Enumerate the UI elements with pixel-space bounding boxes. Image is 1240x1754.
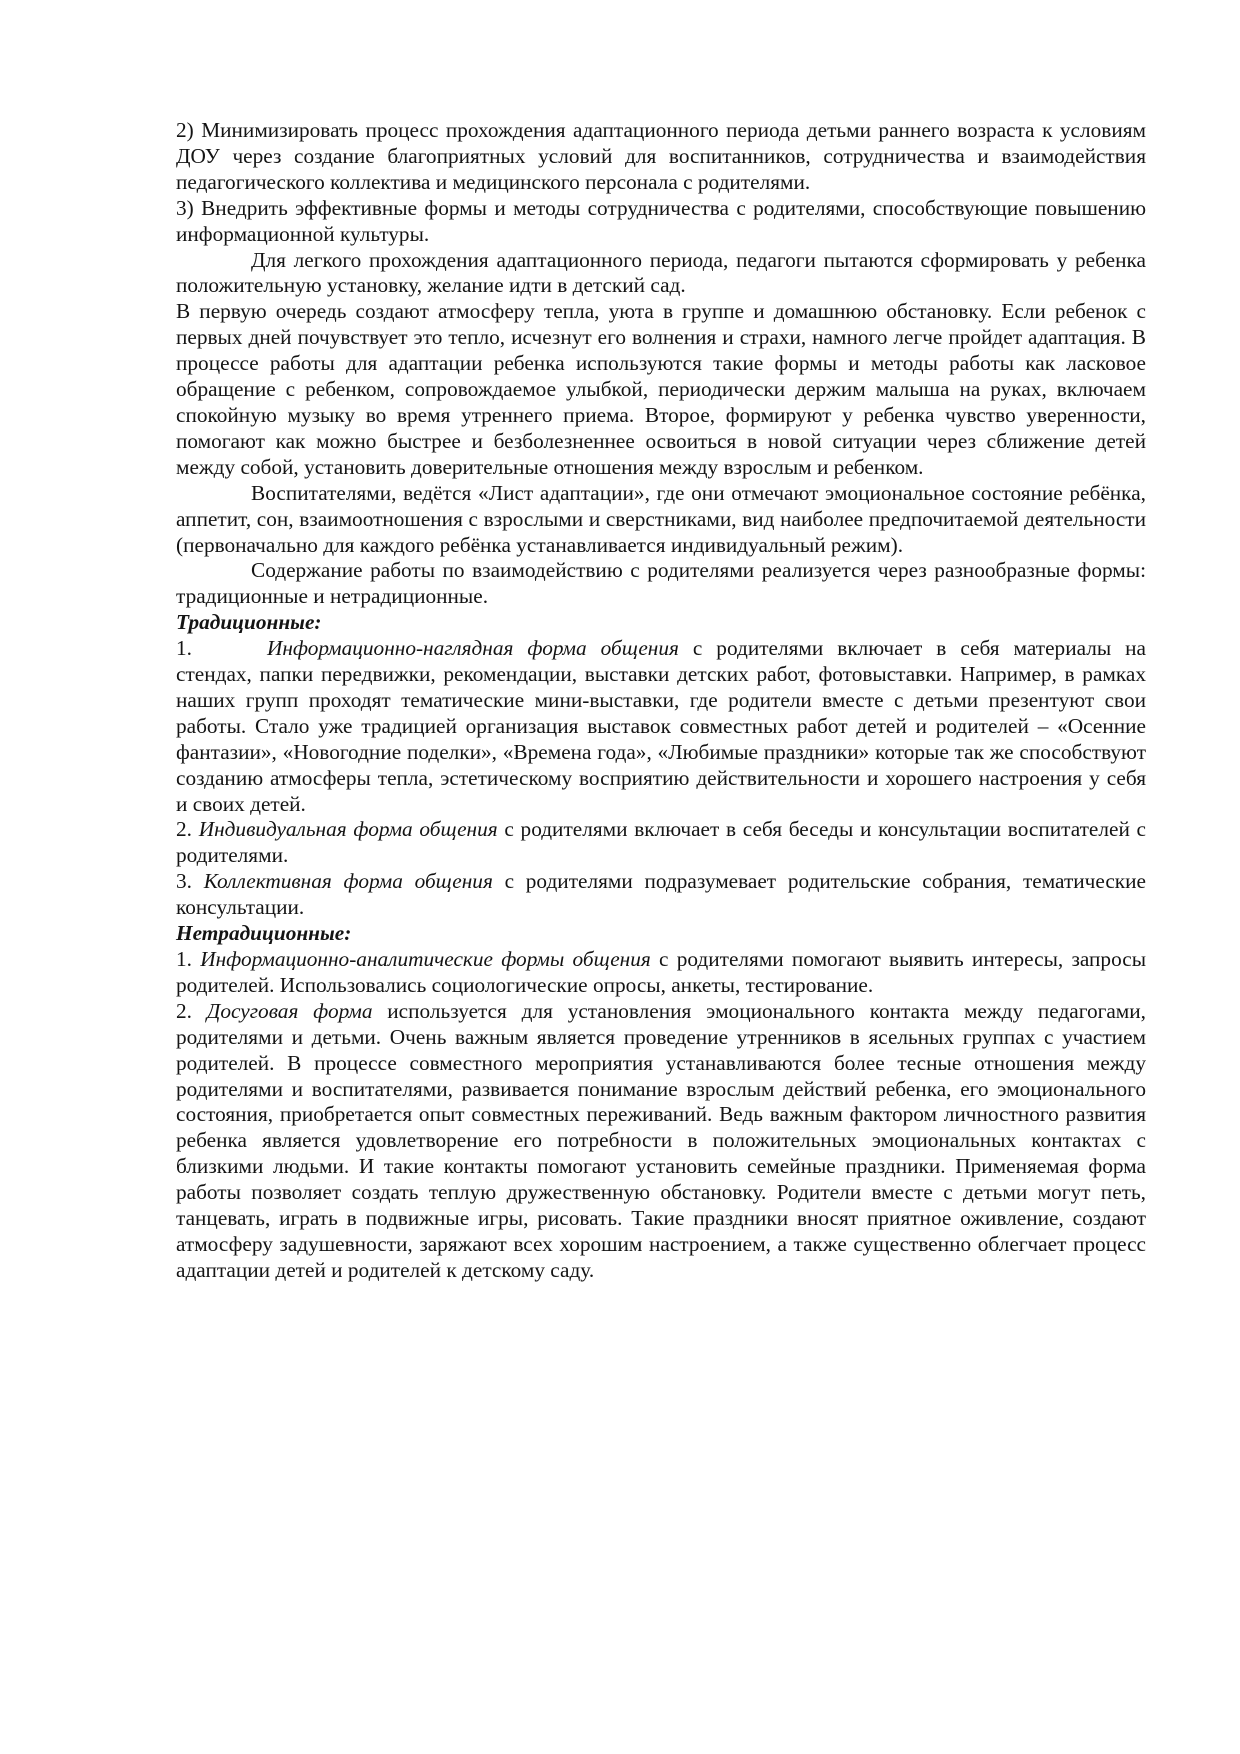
list-item-emphasis: Коллективная форма общения [203, 869, 493, 894]
list-item-text: с родителями помогают выявить интересы, запросы родителей. Использовались социологические опросы, анкеты, тестирование. [176, 947, 1147, 997]
heading-nontraditional: Нетрадиционные: [176, 921, 352, 946]
list-number: 1. [176, 947, 201, 971]
list-item-traditional-2 [176, 817, 1146, 869]
list-number: 1. [176, 636, 192, 661]
list-item-nontraditional-1 [176, 947, 1146, 999]
list-item-text: с родителями включает в себя материалы на стендах, папки передвижки, рекомендации, выставки детских работ, фотовыставки. Например, в рамках наших групп проходят тематические мини-выставки, где родители вместе с детьми презентуют свои работы. Стало уже традицией организация выставок совместных работ детей и родителей – «Осенние фантазии», «Новогодние поделки», «Времена года», «Любимые праздники» которые так же способствуют созданию атмосферы тепла, эстетическому восприятию действительности и хорошего настроения у себя и своих детей. [176, 636, 1146, 816]
list-item-emphasis: Информационно-аналитические формы общения [200, 947, 651, 971]
list-item-text: с родителями подразумевает родительские собрания, тематические консультации. [176, 869, 1146, 920]
list-number: 2. [176, 817, 199, 842]
heading-traditional: Традиционные: [176, 610, 322, 635]
list-number: 3. [176, 869, 204, 894]
list-number: 2. [176, 998, 207, 1023]
list-item-traditional-1 [176, 636, 1146, 817]
list-item-text: с родителями включает в себя беседы и консультации воспитателей с родителями. [176, 817, 1147, 868]
paragraph-adaptation-sheet: Воспитателями, ведётся «Лист адаптации», где они отмечают эмоциональное состояние ребёнка, аппетит, сон, взаимоотношения с взрослыми и сверстниками, вид наиболее предпочитаемой деятельности (первоначально для каждого ребёнка устанавливается индивидуальный режим). [176, 480, 1146, 557]
paragraph-atmosphere: В первую очередь создают атмосферу тепла, уюта в группе и домашнюю обстановку. Если ребенок с первых дней почувствует это тепло, исчезнут его волнения и страхи, намного легче пройдет адаптация. В процессе работы для адаптации ребенка используются такие формы и методы работы как ласковое обращение с ребенком, сопровождаемое улыбкой, периодически держим малыша на руках, включаем спокойную музыку во время утреннего приема. Второе, формируют у ребенка чувство уверенности, помогают как можно быстрее и безболезненнее освоиться в новой ситуации через сближение детей между собой, установить доверительные отношения между взрослым и ребенком. [176, 299, 1146, 479]
list-item-nontraditional-2 [176, 999, 1146, 1284]
list-item-emphasis: Индивидуальная форма общения [198, 817, 498, 842]
list-item-traditional-3 [176, 869, 1146, 921]
paragraph-goal-2: 2) Минимизировать процесс прохождения адаптационного периода детьми раннего возраста к условиям ДОУ через создание благоприятных условий для воспитанников, сотрудничества и взаимодействия педагогического коллектива и медицинского персонала с родителями. [176, 118, 1146, 194]
list-item-text: используется для установления эмоционального контакта между педагогами, родителями и детьми. Очень важным является проведение утренников в ясельных группах с участием родителей. В процессе совместного мероприятия устанавливаются более тесные отношения между родителями и воспитателями, развивается понимание взрослым действий ребенка, его эмоционального состояния, приобретается опыт совместных переживаний. Ведь важным фактором личностного развития ребенка является удовлетворение его потребности в положительных эмоциональных контактах с близкими людьми. И такие контакты помогают установить семейные праздники. Применяемая форма работы позволяет создать теплую дружественную обстановку. Родители вместе с детьми могут петь, танцевать, играть в подвижные игры, рисовать. Такие праздники вносят приятное оживление, создают атмосферу задушевности, заряжают всех хорошим настроением, а также существенно облегчает процесс адаптации детей и родителей к детскому саду. [176, 998, 1146, 1282]
document-page [176, 118, 1146, 1284]
paragraph-goal-3: 3) Внедрить эффективные формы и методы сотрудничества с родителями, способствующие повышению информационной культуры. [176, 195, 1146, 246]
paragraph-forms-intro: Содержание работы по взаимодействию с родителями реализуется через разнообразные формы: традиционные и нетрадиционные. [176, 558, 1146, 609]
list-item-emphasis: Информационно-наглядная форма общения [266, 636, 679, 661]
list-item-emphasis: Досуговая форма [206, 998, 373, 1023]
paragraph-adaptation-intro: Для легкого прохождения адаптационного периода, педагоги пытаются сформировать у ребенка положительную установку, желание идти в детский сад. [176, 247, 1146, 298]
